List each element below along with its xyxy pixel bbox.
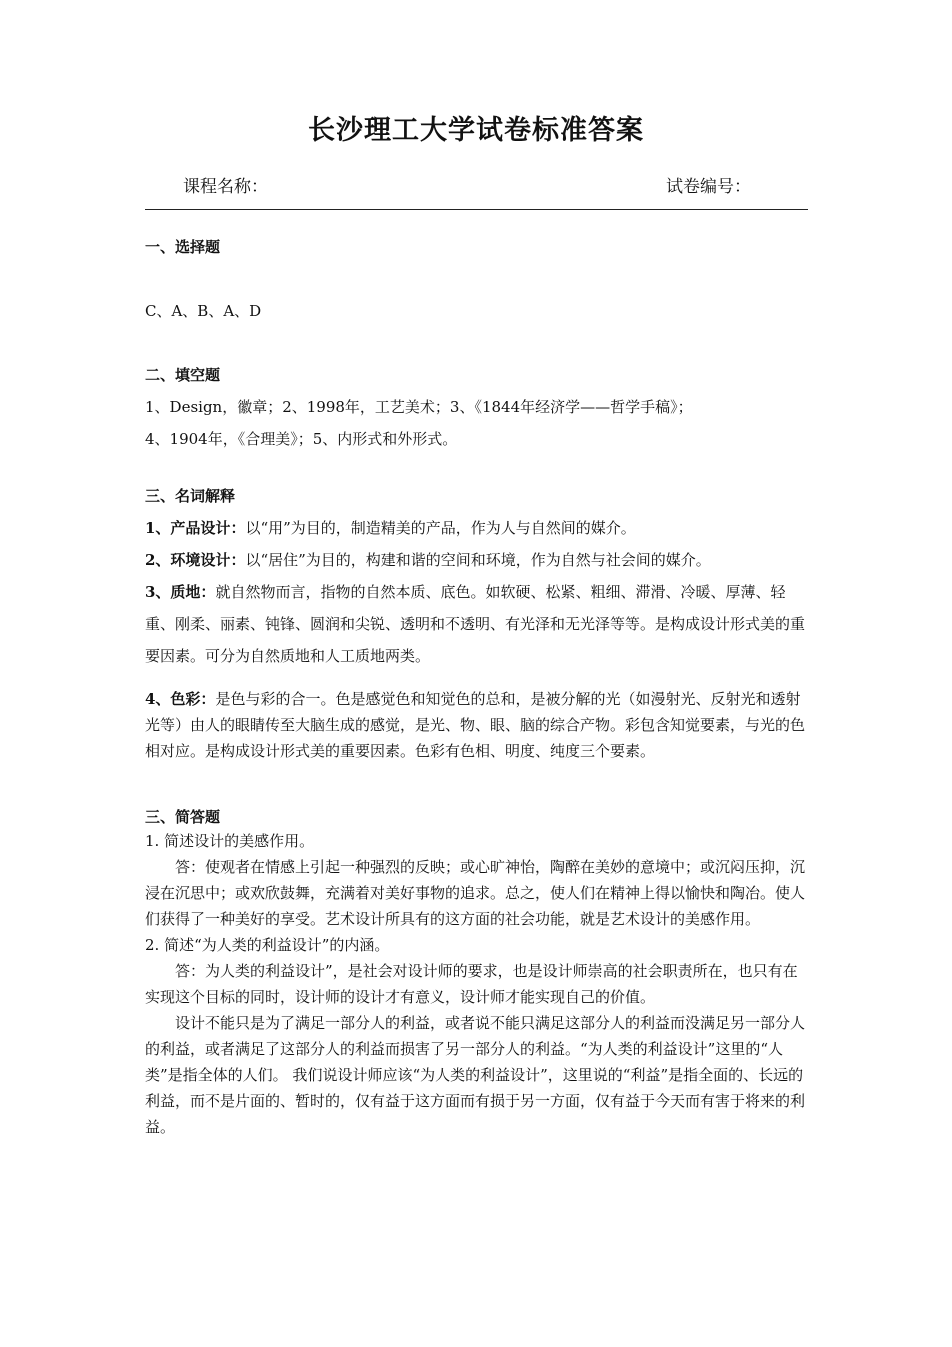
answer-content — [145, 236, 809, 1140]
answer-2-paragraph-2: 设计不能只是为了满足一部分人的利益，或者说不能只满足这部分人的利益而没满足另一部分人的利益，或者满足了这部分人的利益而损害了另一部分人的利益。“为人类的利益设计”这里的“人类”是指全体的人们。 我们说设计师应该“为人类的利益设计”，这里说的“利益”是指全面的、长远的利益，而不是片面的、暂时的，仅有益于这方面而有损于另一方面，仅有益于今天而有害于将来的利益。 — [145, 1014, 806, 1136]
section-heading-short-answer: 三、简答题 — [145, 808, 221, 826]
term-item — [145, 686, 809, 764]
term-label: 1、产品设计： — [145, 519, 246, 537]
term-label: 3、质地： — [145, 583, 216, 601]
page-title: 长沙理工大学试卷标准答案 — [308, 115, 644, 146]
fill-answers-line-1: 1、Design，徽章；2、1998年，工艺美术；3、《1844年经济学——哲学手稿》； — [145, 398, 693, 416]
term-item — [145, 576, 809, 672]
question-2: 2. 简述“为人类的利益设计”的内涵。 — [145, 936, 390, 954]
term-definition: 是色与彩的合一。色是感觉色和知觉色的总和，是被分解的光（如漫射光、反射光和透射光等）由人的眼睛传至大脑生成的感觉，是光、物、眼、脑的综合产物。彩包含知觉要素，与光的色相对应。是构成设计形式美的重要因素。色彩有色相、明度、纯度三个要素。 — [145, 690, 806, 760]
paper-number-label: 试卷编号： — [666, 177, 751, 197]
term-definition: 以“用”为目的，制造精美的产品，作为人与自然间的媒介。 — [245, 519, 636, 537]
term-item — [145, 544, 809, 576]
term-definition: 以“居住”为目的，构建和谐的空间和环境，作为自然与社会间的媒介。 — [245, 551, 711, 569]
choice-answers: C、A、B、A、D — [145, 302, 262, 320]
answer-1: 答：使观者在情感上引起一种强烈的反映；或心旷神怡，陶醉在美妙的意境中；或沉闷压抑，沉浸在沉思中；或欢欣鼓舞，充满着对美好事物的追求。总之，使人们在精神上得以愉快和陶冶。使人们获得了一种美好的享受。艺术设计所具有的这方面的社会功能，就是艺术设计的美感作用。 — [145, 858, 806, 928]
section-heading-fill: 二、填空题 — [145, 366, 221, 384]
fill-answers-line-2: 4、1904年，《合理美》；5、内形式和外形式。 — [145, 430, 458, 448]
term-label: 2、环境设计： — [145, 551, 246, 569]
section-heading-terms: 三、名词解释 — [145, 487, 236, 505]
term-item — [145, 512, 809, 544]
answer-2-paragraph-1: 答：为人类的利益设计”，是社会对设计师的要求，也是设计师崇高的社会职责所在，也只有在实现这个目标的同时，设计师的设计才有意义，设计师才能实现自己的价值。 — [145, 962, 798, 1006]
term-label: 4、色彩： — [145, 690, 216, 708]
section-heading-choice: 一、选择题 — [145, 238, 221, 256]
header-divider — [145, 209, 808, 210]
term-definition: 就自然物而言，指物的自然本质、底色。如软硬、松紧、粗细、滞滑、冷暖、厚薄、轻重、刚柔、丽素、钝锋、圆润和尖锐、透明和不透明、有光泽和无光泽等等。是构成设计形式美的重要因素。可分为自然质地和人工质地两类。 — [145, 583, 806, 665]
question-1: 1. 简述设计的美感作用。 — [145, 832, 315, 850]
course-name-label: 课程名称： — [183, 177, 268, 197]
